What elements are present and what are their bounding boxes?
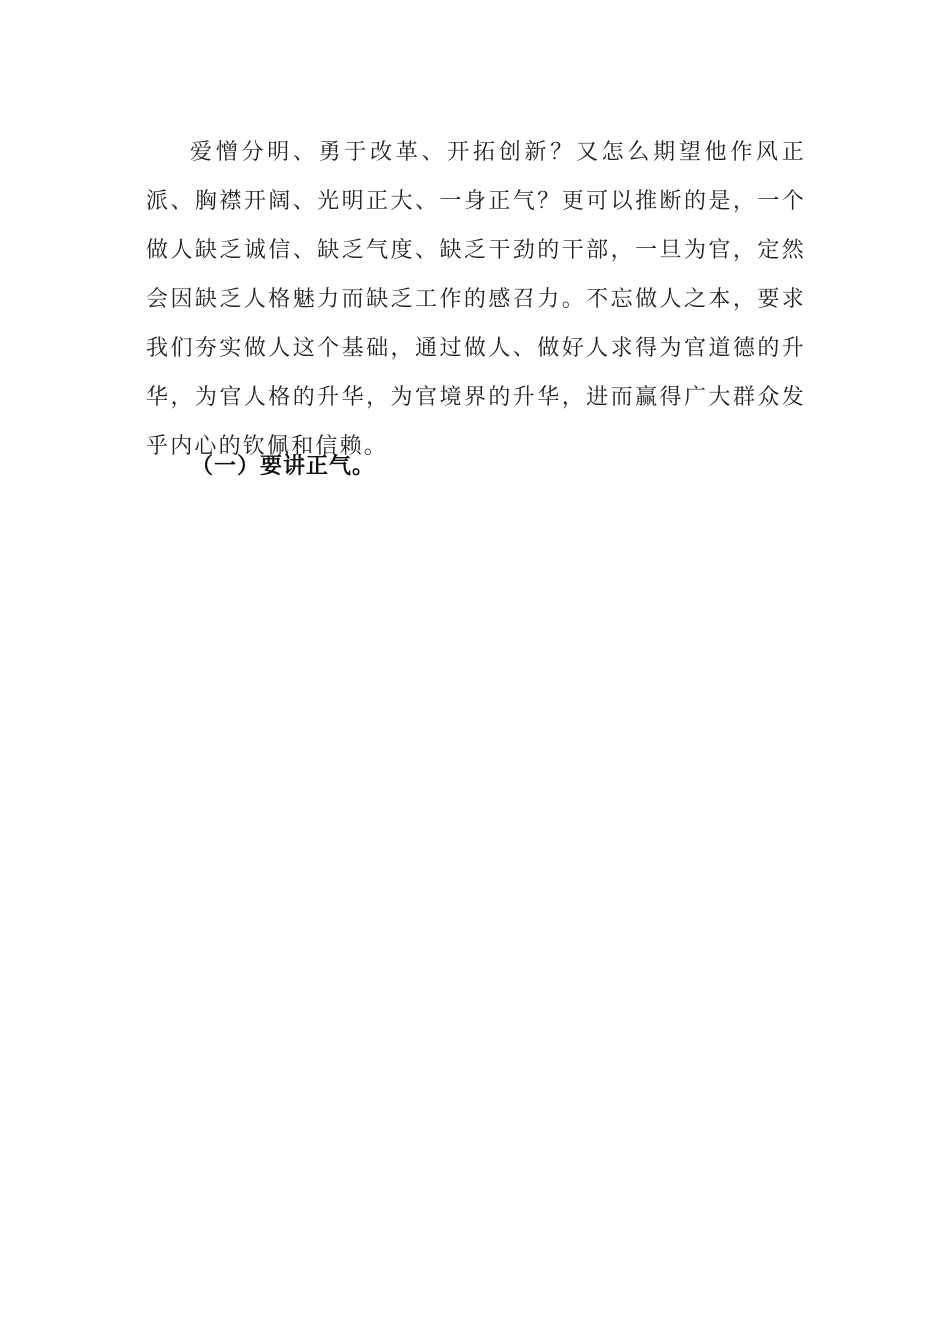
paragraph: 爱憎分明、勇于改革、开拓创新？又怎么期望他作风正派、胸襟开阔、光明正大、一身正气？更可以推断的是，一个做人缺乏诚信、缺乏气度、缺乏干劲的干部，一旦为官，定然会因缺乏人格魅力而缺乏工作的感召力。不忘做人之本，要求我们夯实做人这个基础，通过做人、做好人求得为官道德的升华，为官人格的升华，为官境界的升华，进而赢得广大群众发乎内心的钦佩和信赖。 [146, 140, 806, 459]
section-heading: （一）要讲正气。 [191, 454, 376, 479]
body-text [146, 128, 806, 471]
